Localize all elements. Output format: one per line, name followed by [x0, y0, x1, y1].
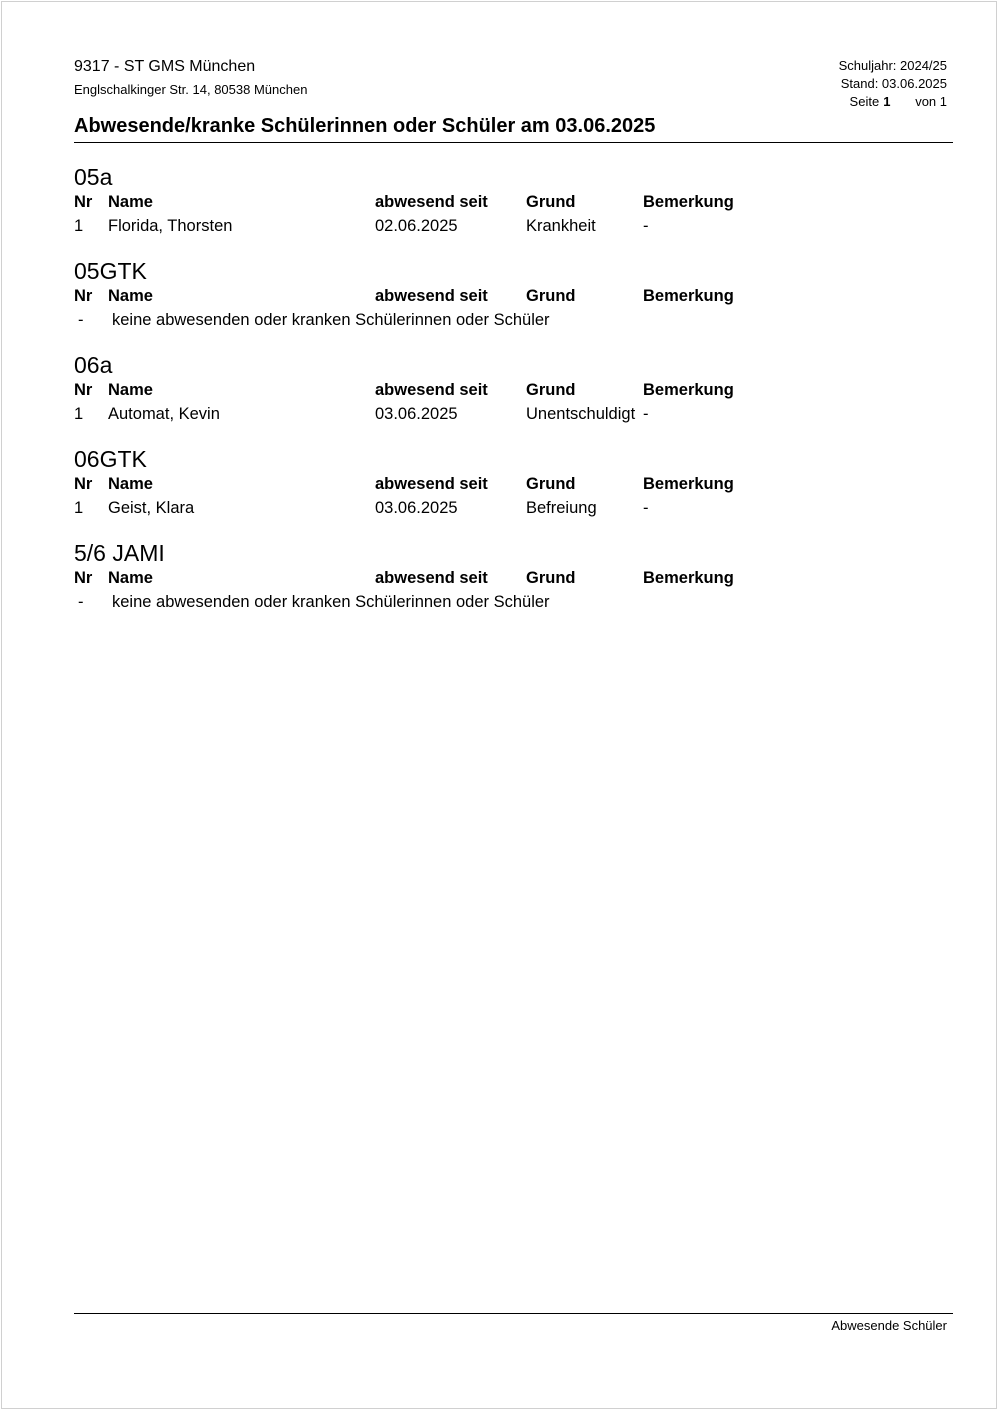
- col-note: Bemerkung: [643, 287, 734, 305]
- col-since: abwesend seit: [375, 193, 488, 211]
- empty-row: [74, 311, 954, 331]
- cell-note: -: [643, 499, 649, 517]
- col-since: abwesend seit: [375, 475, 488, 493]
- col-nr: Nr: [74, 475, 93, 493]
- class-groups: [74, 162, 954, 632]
- cell-since: 03.06.2025: [375, 499, 458, 517]
- cell-nr: 1: [74, 405, 84, 423]
- class-title: 06a: [74, 352, 113, 378]
- table-header: [74, 193, 954, 213]
- page-label: Seite: [849, 94, 880, 109]
- class-title: 05GTK: [74, 258, 147, 284]
- empty-dash: -: [78, 593, 84, 611]
- page-of: von 1: [915, 94, 947, 109]
- cell-reason: Befreiung: [526, 499, 597, 517]
- cell-note: -: [643, 405, 649, 423]
- table-header: [74, 287, 954, 307]
- cell-since: 03.06.2025: [375, 405, 458, 423]
- page-indicator: [839, 93, 947, 111]
- col-note: Bemerkung: [643, 381, 734, 399]
- table-row: [74, 499, 954, 519]
- col-since: abwesend seit: [375, 569, 488, 587]
- school-address: Englschalkinger Str. 14, 80538 München: [74, 82, 308, 97]
- col-nr: Nr: [74, 569, 93, 587]
- col-reason: Grund: [526, 193, 576, 211]
- empty-message: keine abwesenden oder kranken Schülerinnen oder Schüler: [112, 311, 550, 329]
- cell-nr: 1: [74, 217, 84, 235]
- col-name: Name: [108, 475, 153, 493]
- page-number: 1: [883, 94, 891, 109]
- col-nr: Nr: [74, 193, 93, 211]
- cell-reason: Unentschuldigt: [526, 405, 636, 423]
- col-since: abwesend seit: [375, 381, 488, 399]
- header-divider: [74, 142, 953, 143]
- class-title: 5/6 JAMI: [74, 540, 165, 566]
- table-row: [74, 405, 954, 425]
- table-row: [74, 217, 954, 237]
- table-header: [74, 381, 954, 401]
- col-since: abwesend seit: [375, 287, 488, 305]
- cell-name: Automat, Kevin: [108, 405, 220, 423]
- col-reason: Grund: [526, 475, 576, 493]
- status-date: Stand: 03.06.2025: [840, 76, 947, 91]
- report-meta: [839, 57, 947, 111]
- col-reason: Grund: [526, 381, 576, 399]
- report-page: [1, 1, 997, 1409]
- class-group: [74, 444, 954, 538]
- col-name: Name: [108, 287, 153, 305]
- col-note: Bemerkung: [643, 569, 734, 587]
- class-group: [74, 538, 954, 632]
- col-nr: Nr: [74, 287, 93, 305]
- class-group: [74, 350, 954, 444]
- table-header: [74, 475, 954, 495]
- empty-row: [74, 593, 954, 613]
- col-nr: Nr: [74, 381, 93, 399]
- cell-name: Florida, Thorsten: [108, 217, 233, 235]
- empty-dash: -: [78, 311, 84, 329]
- table-header: [74, 569, 954, 589]
- col-note: Bemerkung: [643, 193, 734, 211]
- cell-nr: 1: [74, 499, 84, 517]
- class-title: 06GTK: [74, 446, 147, 472]
- class-title: 05a: [74, 164, 113, 190]
- school-year: Schuljahr: 2024/25: [838, 58, 947, 73]
- cell-since: 02.06.2025: [375, 217, 458, 235]
- cell-name: Geist, Klara: [108, 499, 195, 517]
- page-title: Abwesende/kranke Schülerinnen oder Schüler am 03.06.2025: [74, 115, 656, 137]
- cell-reason: Krankheit: [526, 217, 596, 235]
- col-reason: Grund: [526, 287, 576, 305]
- col-name: Name: [108, 381, 153, 399]
- footer-divider: [74, 1313, 953, 1314]
- school-name: 9317 - ST GMS München: [74, 58, 256, 75]
- col-note: Bemerkung: [643, 475, 734, 493]
- class-group: [74, 256, 954, 350]
- footer-label: Abwesende Schüler: [831, 1318, 947, 1333]
- col-name: Name: [108, 569, 153, 587]
- col-reason: Grund: [526, 569, 576, 587]
- empty-message: keine abwesenden oder kranken Schülerinnen oder Schüler: [112, 593, 550, 611]
- cell-note: -: [643, 217, 649, 235]
- col-name: Name: [108, 193, 153, 211]
- class-group: [74, 162, 954, 256]
